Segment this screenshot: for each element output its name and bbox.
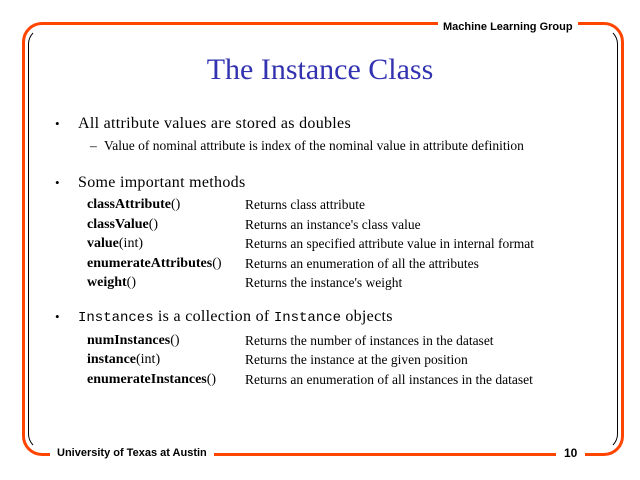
- method-row: [87, 273, 612, 293]
- method-description: Returns an specified attribute value in internal format: [245, 236, 535, 251]
- method-signature: [87, 254, 245, 274]
- method-signature: [87, 331, 245, 351]
- method-description: Returns an enumeration of all the attributes: [245, 255, 479, 271]
- bullet-item: [55, 172, 612, 193]
- sub-bullet-marker: –: [90, 138, 97, 153]
- method-row: [87, 350, 612, 370]
- method-name: numInstances: [87, 332, 171, 348]
- method-row: [87, 215, 612, 235]
- bullet-text-part: objects: [341, 307, 393, 325]
- method-name: classValue: [87, 216, 149, 232]
- method-row: [87, 370, 612, 390]
- method-row: [87, 254, 612, 274]
- method-row: [87, 331, 612, 351]
- method-args: (): [171, 197, 181, 212]
- bullet-item: [55, 306, 612, 329]
- slide-body: [55, 113, 612, 389]
- method-signature: [87, 215, 245, 235]
- bullet-text: [78, 306, 393, 329]
- method-args: (int): [118, 236, 143, 251]
- page-title: The Instance Class: [206, 53, 434, 86]
- bullet-marker: •: [55, 116, 60, 131]
- method-name: weight: [87, 275, 127, 290]
- bullet-text: Some important methods: [78, 174, 246, 191]
- method-table: [87, 331, 612, 390]
- bullet-marker: •: [55, 308, 60, 324]
- method-signature: [87, 234, 245, 254]
- method-description: Returns the number of instances in the dataset: [245, 332, 494, 348]
- method-table: [87, 195, 612, 293]
- method-args: (int): [136, 352, 161, 367]
- method-args: (): [148, 216, 159, 232]
- method-name: enumerateAttributes: [87, 255, 213, 271]
- bullet-text-part: is a collection of: [153, 307, 274, 325]
- method-name: instance: [87, 352, 136, 367]
- method-description: Returns class attribute: [245, 197, 365, 212]
- method-args: (): [206, 371, 217, 387]
- method-row: [87, 234, 612, 254]
- method-name: classAttribute: [87, 197, 171, 212]
- method-row: [87, 195, 612, 215]
- method-description: Returns an enumeration of all instances in the dataset: [245, 371, 533, 387]
- footer-institution-label: University of Texas at Austin: [50, 446, 214, 461]
- method-name: enumerateInstances: [87, 371, 207, 387]
- method-args: (): [170, 332, 180, 348]
- method-signature: [87, 370, 245, 390]
- method-name: value: [87, 236, 119, 251]
- code-term: Instance: [273, 309, 342, 326]
- sub-bullet-item: [55, 136, 612, 156]
- bullet-item: [55, 113, 612, 134]
- method-description: Returns the instance's weight: [245, 275, 403, 290]
- method-signature: [87, 273, 245, 293]
- method-description: Returns an instance's class value: [245, 216, 421, 232]
- code-term: Instances: [78, 309, 154, 326]
- method-args: (): [126, 275, 136, 290]
- page-number: 10: [556, 446, 585, 461]
- method-args: (): [212, 255, 222, 271]
- header-group-label: Machine Learning Group: [438, 20, 578, 34]
- method-signature: [87, 350, 245, 370]
- method-description: Returns the instance at the given position: [245, 352, 468, 367]
- method-signature: [87, 195, 245, 215]
- bullet-marker: •: [55, 175, 60, 190]
- bullet-text: All attribute values are stored as doubles: [78, 115, 351, 132]
- sub-bullet-text: Value of nominal attribute is index of the nominal value in attribute definition: [104, 138, 524, 153]
